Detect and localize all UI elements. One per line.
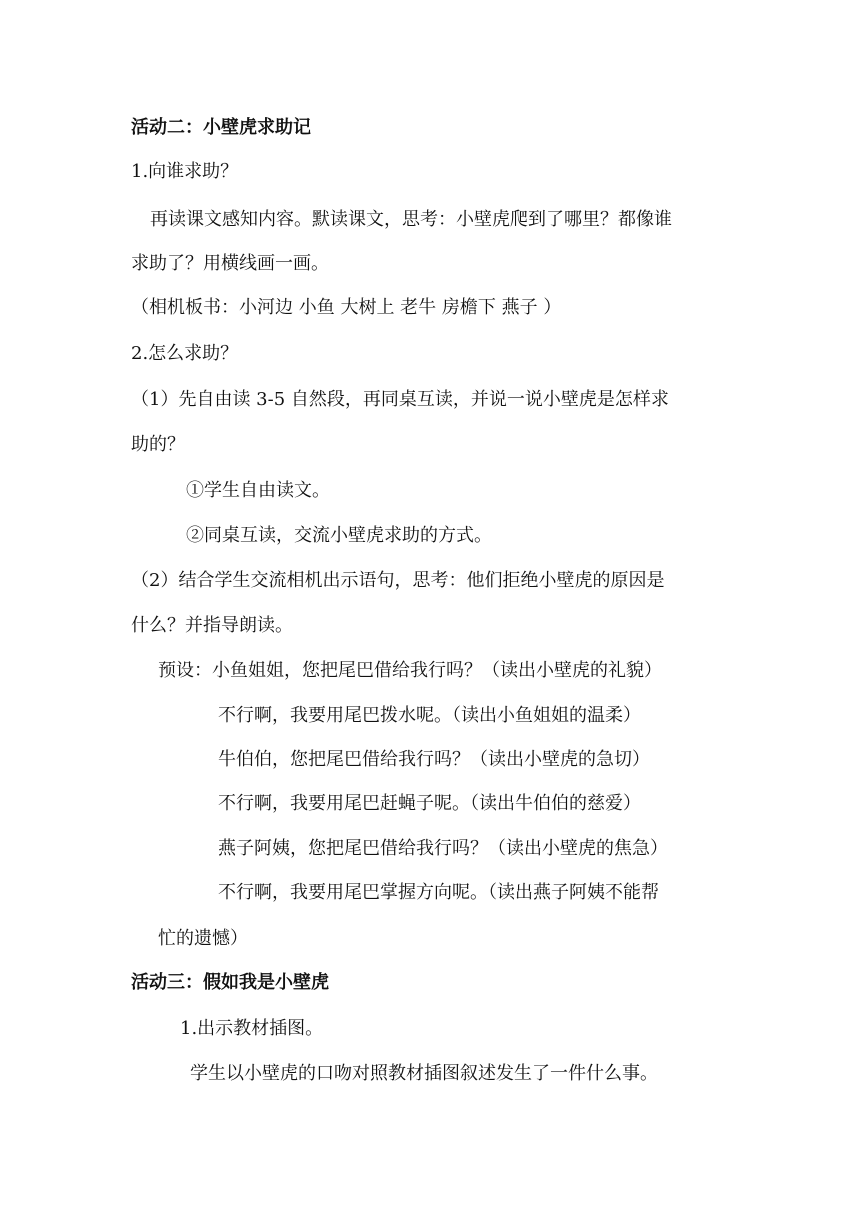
dialogue-line: 燕子阿姨，您把尾巴借给我行吗？（读出小壁虎的焦急） (218, 838, 668, 859)
list-item: 1.出示教材插图。 (180, 1018, 324, 1039)
blackboard-note: （相机板书：小河边 小鱼 大树上 老牛 房檐下 燕子 ） (131, 297, 562, 318)
section-1-title: 1.向谁求助？ (131, 161, 239, 182)
list-item: ①学生自由读文。 (186, 480, 330, 501)
dialogue-line: 不行啊，我要用尾巴掌握方向呢。（读出燕子阿姨不能帮 (218, 882, 659, 903)
paragraph-text: 再读课文感知内容。默读课文，思考：小壁虎爬到了哪里？都像谁 (150, 209, 672, 230)
paragraph-text: （1）先自由读 3-5 自然段，再同桌互读，并说一说小壁虎是怎样求 (131, 389, 669, 410)
dialogue-line: 牛伯伯，您把尾巴借给我行吗？（读出小壁虎的急切） (218, 749, 650, 770)
activity-two-heading: 活动二：小壁虎求助记 (131, 117, 311, 138)
paragraph-text: （2）结合学生交流相机出示语句，思考：他们拒绝小壁虎的原因是 (131, 570, 665, 591)
section-2-title: 2.怎么求助？ (131, 343, 239, 364)
paragraph-text: 求助了？用横线画一画。 (131, 253, 329, 274)
paragraph-text: 学生以小壁虎的口吻对照教材插图叙述发生了一件什么事。 (190, 1063, 658, 1084)
dialogue-line: 不行啊，我要用尾巴赶蝇子呢。（读出牛伯伯的慈爱） (218, 793, 641, 814)
paragraph-text: 助的？ (131, 434, 185, 455)
dialogue-line: 预设：小鱼姐姐，您把尾巴借给我行吗？（读出小壁虎的礼貌） (158, 660, 662, 681)
dialogue-line: 不行啊，我要用尾巴拨水呢。（读出小鱼姐姐的温柔） (218, 705, 641, 726)
list-item: ②同桌互读，交流小壁虎求助的方式。 (186, 525, 492, 546)
activity-three-heading: 活动三：假如我是小壁虎 (131, 972, 329, 993)
dialogue-line: 忙的遗憾） (158, 928, 248, 949)
paragraph-text: 什么？并指导朗读。 (131, 615, 293, 636)
